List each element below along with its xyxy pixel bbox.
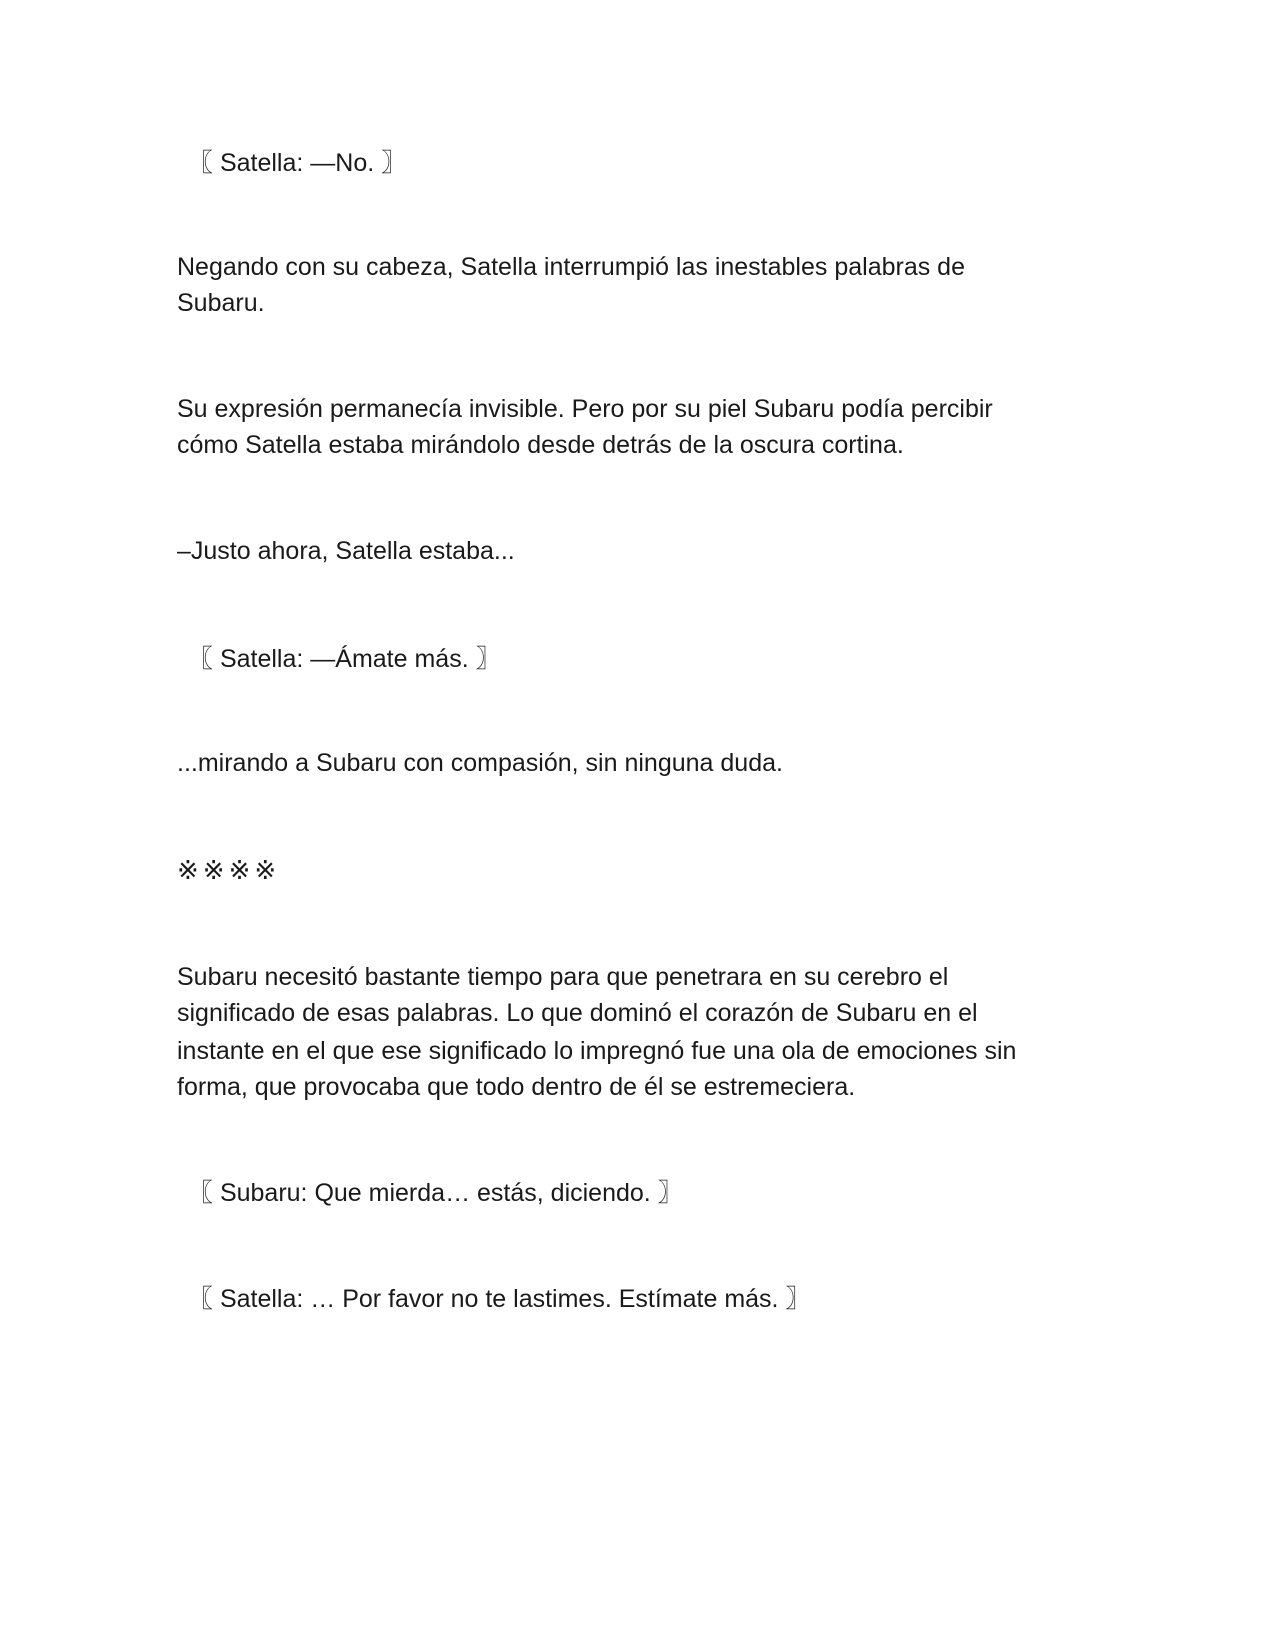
paragraph-line: significado de esas palabras. Lo que dominó el corazón de Subaru en el — [177, 999, 978, 1027]
dialogue-satella-estimate: 〖 Satella: … Por favor no te lastimes. Estímate más. 〗 — [188, 1285, 811, 1313]
paragraph-line: Subaru. — [177, 289, 265, 317]
paragraph-line: instante en el que ese significado lo impregnó fue una ola de emociones sin — [177, 1037, 1017, 1065]
paragraph-line: cómo Satella estaba mirándolo desde detrás de la oscura cortina. — [177, 431, 904, 459]
paragraph-line: Su expresión permanecía invisible. Pero por su piel Subaru podía percibir — [177, 395, 993, 423]
scene-separator: ※※※※ — [177, 856, 281, 886]
paragraph-line: ...mirando a Subaru con compasión, sin ninguna duda. — [177, 749, 783, 777]
paragraph-line: forma, que provocaba que todo dentro de él se estremeciera. — [177, 1073, 856, 1101]
dialogue-satella-no: 〖 Satella: —No. 〗 — [188, 149, 407, 177]
paragraph-line: Subaru necesitó bastante tiempo para que penetrara en su cerebro el — [177, 963, 949, 991]
dialogue-satella-amate: 〖 Satella: —Ámate más. 〗 — [188, 645, 501, 673]
dialogue-subaru: 〖 Subaru: Que mierda… estás, diciendo. 〗 — [188, 1179, 683, 1207]
paragraph-line: –Justo ahora, Satella estaba... — [177, 537, 515, 565]
paragraph-line: Negando con su cabeza, Satella interrumpió las inestables palabras de — [177, 253, 965, 281]
